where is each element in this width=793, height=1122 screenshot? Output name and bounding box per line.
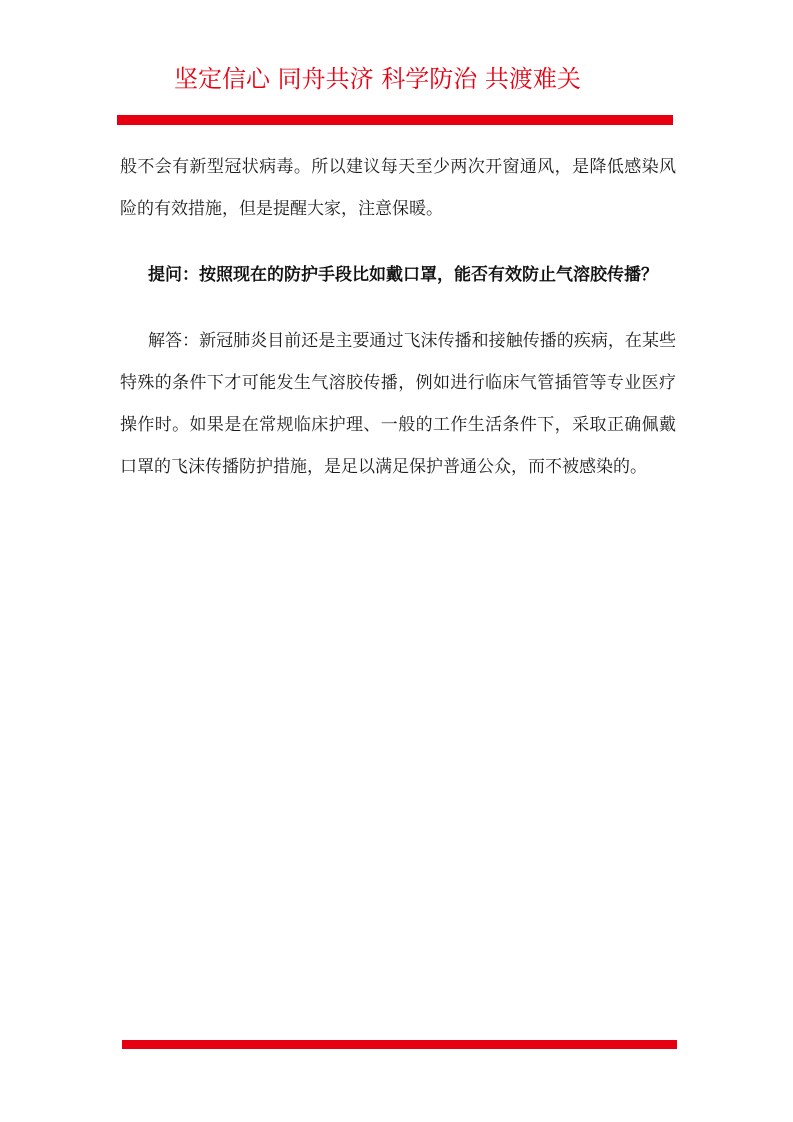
paragraph-continued: 般不会有新型冠状病毒。所以建议每天至少两次开窗通风，是降低感染风险的有效措施，但是提醒大家，注意保暖。 bbox=[120, 157, 676, 219]
header-title: 坚定信心 同舟共济 科学防治 共渡难关 bbox=[174, 65, 581, 93]
bottom-divider bbox=[122, 1040, 677, 1049]
top-divider bbox=[117, 115, 673, 125]
question-heading: 提问：按照现在的防护手段比如戴口罩，能否有效防止气溶胶传播？ bbox=[148, 265, 658, 285]
answer-paragraph: 解答：新冠肺炎目前还是主要通过飞沫传播和接触传播的疾病，在某些特殊的条件下才可能发生气溶胶传播，例如进行临床气管插管等专业医疗操作时。如果是在常规临床护理、一般的工作生活条件下，采取正确佩戴口罩的飞沫传播防护措施，是足以满足保护普通公众，而不被感染的。 bbox=[120, 331, 676, 477]
